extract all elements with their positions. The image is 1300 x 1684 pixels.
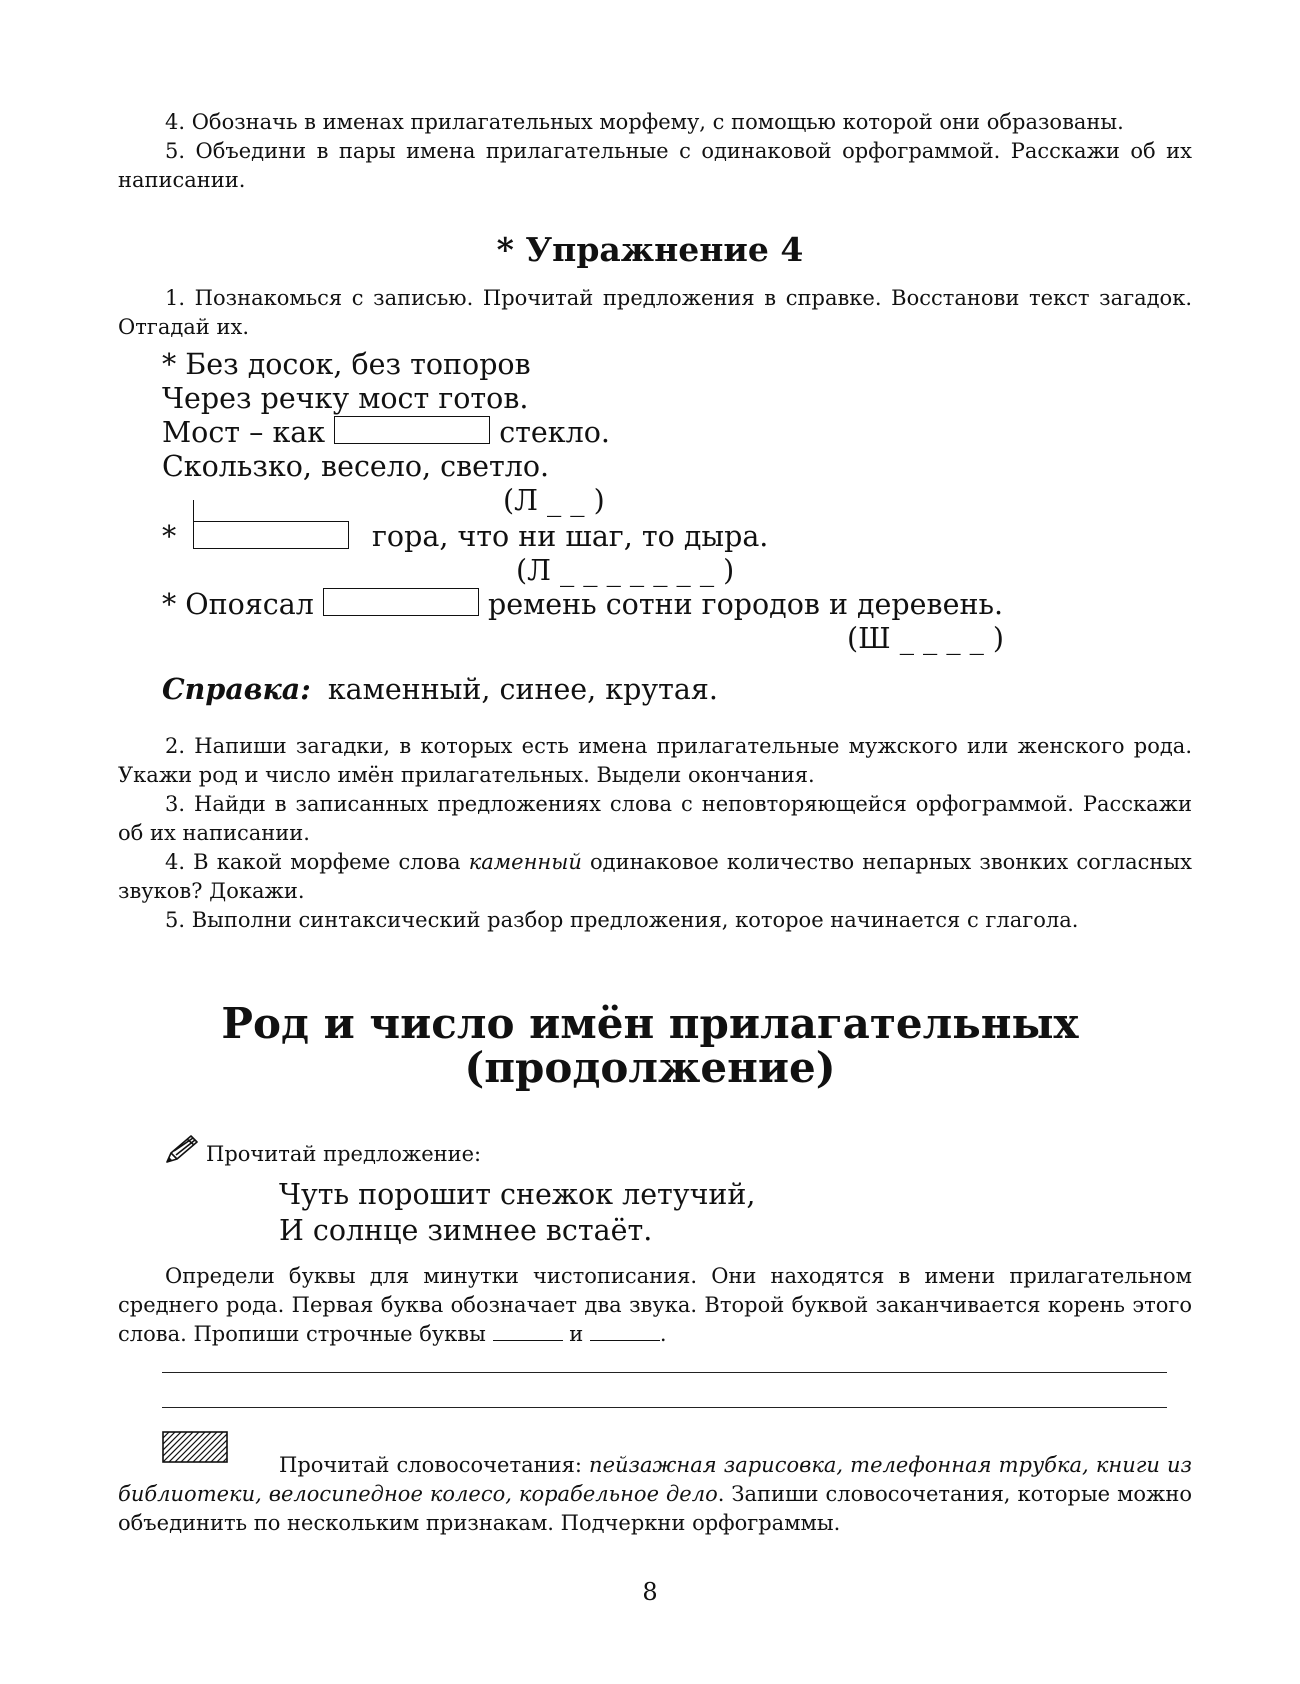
riddle-2-star: * <box>162 520 177 553</box>
top-task-5: 5. Объедини в пары имена прилагательные с одинаковой орфограммой. Расскажи об их написании. <box>118 139 1192 192</box>
word-kamenny: каменный <box>468 850 582 874</box>
letter-blank-1[interactable] <box>493 1322 563 1341</box>
riddle-2-text: гора, что ни шаг, то дыра. <box>372 520 769 553</box>
riddle-3-blank-box[interactable] <box>323 588 479 616</box>
reference-label: Справка: <box>162 672 311 706</box>
reference-line <box>162 672 718 707</box>
riddle-3-line: * Опоясал ремень сотни городов и деревень. <box>162 588 1004 621</box>
quote-line-2: И солнце зимнее встаёт. <box>279 1214 653 1247</box>
riddle-1-line-2: Через речку мост готов. <box>162 382 529 415</box>
riddle-1-line-3: Мост – как стекло. <box>162 416 610 449</box>
riddle-1-blank-box[interactable] <box>334 416 490 444</box>
final-task: Прочитай словосочетания: пейзажная зарисовка, телефонная трубка, книги из библиотеки, велосипедное колесо, корабельное дело. Запиши словосочетания, которые можно объединить по нескольким признакам. Подчеркни орфограммы. <box>118 1453 1192 1535</box>
section-title <box>0 999 1300 1092</box>
exercise-4-task-3: 3. Найди в записанных предложениях слова с неповторяющейся орфограммой. Расскажи об их написании. <box>118 792 1192 845</box>
pencil-icon <box>164 1133 200 1165</box>
section-title-line-2: (продолжение) <box>464 1043 836 1092</box>
read-prompt: Прочитай предложение: <box>206 1142 482 1166</box>
writing-line-2[interactable] <box>162 1407 1167 1408</box>
calligraphy-task: Определи буквы для минутки чистописания. Они находятся в имени прилагательном среднего рода. Первая буква обозначает два звука. Второй буквой заканчивается корень этого слова. Пропиши строчные буквы и . <box>118 1264 1192 1346</box>
top-task-4: 4. Обозначь в именах прилагательных морфему, с помощью которой они образованы. <box>165 110 1124 134</box>
letter-blank-2[interactable] <box>590 1322 660 1341</box>
riddle-1-answer-hint: (Л _ _ ) <box>503 484 605 517</box>
exercise-4-task-2: 2. Напиши загадки, в которых есть имена прилагательные мужского или женского рода. Укажи род и число имён прилагательных. Выдели окончания. <box>118 734 1192 787</box>
exercise-4-title: * Упражнение 4 <box>496 230 804 269</box>
quote-line-1: Чуть порошит снежок летучий, <box>279 1178 756 1211</box>
final-phrases: пейзажная зарисовка, телефонная трубка, книги из библиотеки, велосипедное колесо, корабельное дело <box>118 1453 1192 1506</box>
exercise-4-task-4: 4. В какой морфеме слова каменный одинаковое количество непарных звонких согласных звуков? Докажи. <box>118 850 1192 903</box>
section-title-line-1: Род и число имён прилагательных <box>221 999 1079 1048</box>
riddle-3-answer-hint: (Ш _ _ _ _ ) <box>847 622 1005 655</box>
reference-words: каменный, синее, крутая. <box>327 673 718 706</box>
exercise-4-task-1: 1. Познакомься с записью. Прочитай предложения в справке. Восстанови текст загадок. Отгадай их. <box>118 286 1192 339</box>
riddle-2-answer-hint: (Л _ _ _ _ _ _ _ ) <box>516 554 735 587</box>
riddle-1-line-4: Скользко, весело, светло. <box>162 450 550 483</box>
page-number: 8 <box>642 1578 658 1606</box>
riddle-2-blank-box[interactable] <box>193 521 349 549</box>
riddle-1-line-1: * Без досок, без топоров <box>162 348 531 381</box>
writing-line-1[interactable] <box>162 1372 1167 1373</box>
exercise-4-task-5: 5. Выполни синтаксический разбор предложения, которое начинается с глагола. <box>165 908 1079 932</box>
